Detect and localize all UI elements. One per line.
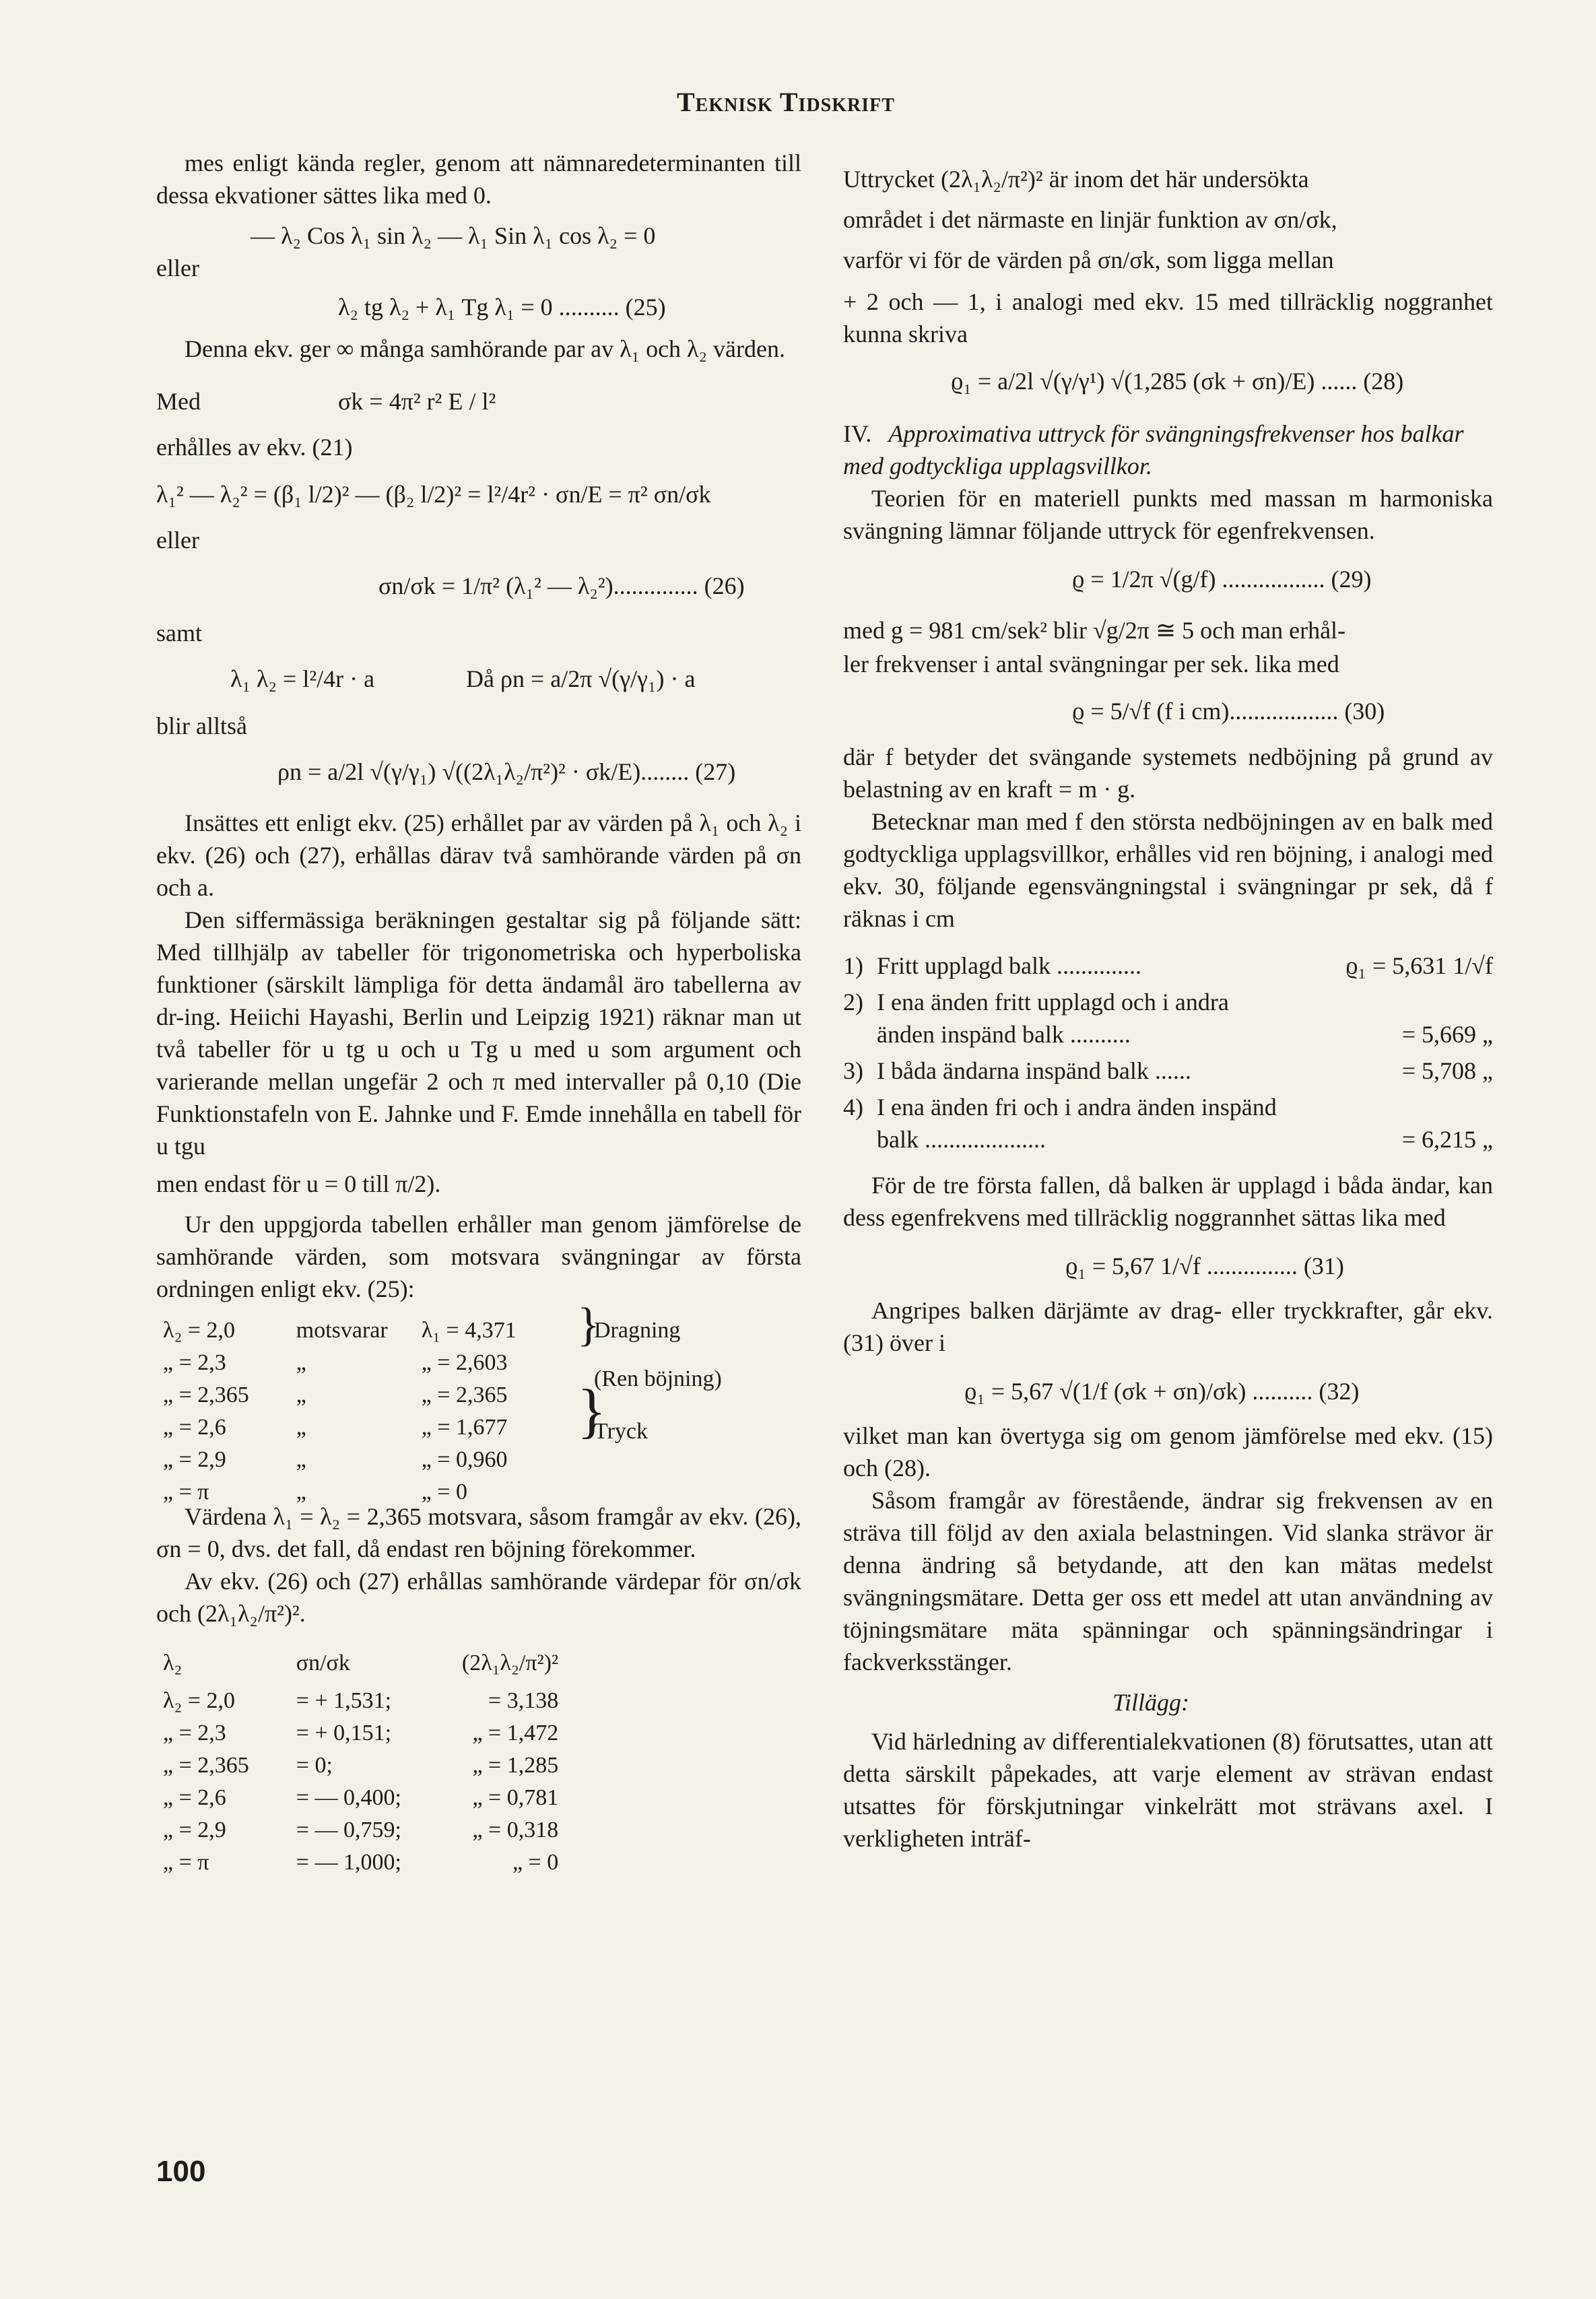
equation-lambda-product [156,649,801,710]
list-number: 2) [843,989,863,1015]
table-cell: „ [296,1350,306,1375]
brace: } [577,1299,600,1351]
paragraph: vilket man kan övertyga sig om genom jämförelse med ekv. (15) och (28). [843,1422,1493,1481]
table-cell: „ = 0 [421,1479,467,1504]
table-row [156,1717,565,1750]
label-dragning: Dragning [594,1318,681,1343]
equation-text: λ₁² — λ₂² = (β₁ l/2)² — (β₂ l/2)² = l²/4r² · σn/E = π² σn/σk [156,481,711,508]
table-cell: „ = 2,6 [163,1415,226,1440]
table-header-cell: λ₂ [163,1651,182,1675]
list-item [843,986,1493,1051]
phrase-blir-alltsa: blir alltså [156,712,247,739]
table-row [156,1814,565,1846]
table-cell: „ = 2,365 [163,1382,249,1407]
subheading-tillagg: Tillägg: [1112,1689,1190,1716]
word-samt: samt [156,620,202,646]
list-item [843,949,1493,982]
table-cell: „ = π [163,1850,209,1875]
equation-26 [156,556,801,617]
section-heading: IV. Approximativa uttryck för svängningsfrekvenser hos balkar med godtyckliga upplagsvillkor. [843,420,1464,479]
table-cell: = — 0,400; [296,1785,401,1810]
table-cell: „ = 1,472 [472,1721,559,1745]
equation-29 [843,547,1493,607]
table-header-row [156,1642,565,1685]
table-cell: „ = 2,6 [163,1785,226,1810]
paragraph: Betecknar man med f den största nedböjningen av en balk med godtyckliga upplagsvillkor, erhålles vid ren böjning, i analogi med ekv. 30, följande egensvängningstal i svängningar pr sek, då f räknas i cm [843,808,1493,932]
paragraph: För de tre första fallen, då balken är upplagd i båda ändar, kan dess egenfrekvens med tillräcklig noggrannhet sättas lika med [843,1172,1493,1231]
word-eller: eller [156,255,199,281]
table-cell: motsvarar [296,1318,388,1343]
equation-text: λ₂ tg λ₂ + λ₁ Tg λ₁ = 0 .......... (25) [338,294,666,321]
table-cell: = + 0,151; [296,1721,392,1745]
table-cell: λ₁ = 4,371 [421,1318,517,1343]
paragraph: Den siffermässiga beräkningen gestaltar sig på följande sätt: Med tillhjälp av tabeller för trigonometriska och hyperboliska funktioner (särskilt lämpliga för detta ändamål äro tabellerna av dr-ing. Heiichi Hayashi, Berlin und Leipzig 1921) räknar man ut två tabeller för u tg u och u Tg u med u som argument och varierande mellan ungefär 2 och π med intervaller på 0,10 (Die Funktionstafeln von E. Jahnke und F. Emde innehålla en tabell för u tgu [156,906,801,1160]
equation-text: λ₁ λ₂ = l²/4r · a [230,665,375,692]
equation-21-result [156,463,801,524]
text-line: ler frekvenser i antal svängningar per sek. lika med [843,651,1339,677]
table-cell: „ [296,1415,306,1440]
table-cell: λ₂ = 2,0 [163,1688,236,1713]
table-cell: = 3,138 [488,1688,559,1713]
text-line: varför vi för de värden på σn/σk, som ligga mellan [843,246,1334,273]
table-cell: „ = 2,365 [421,1382,508,1407]
table-cell: „ = 2,365 [163,1753,249,1778]
list-text: I ena änden fritt upplagd och i andra änden inspänd balk .......... [877,989,1229,1048]
paragraph-continuation: men endast för u = 0 till π/2). [156,1170,441,1197]
list-text: Fritt upplagd balk .............. [877,952,1141,979]
table-cell: „ = 0 [512,1850,559,1875]
equation-30 [843,680,1493,741]
table-cell: „ = 1,285 [472,1753,559,1778]
table-cell: „ = 1,677 [421,1415,508,1440]
table-cell: „ = 2,9 [163,1818,226,1842]
text-line: Uttrycket (2λ₁λ₂/π²)² är inom det här undersökta [843,166,1309,193]
table-row [156,1379,523,1411]
equation-28 [843,350,1493,411]
paragraph: mes enligt kända regler, genom att nämnaredeterminanten till dessa ekvationer sättes lika med 0. [156,149,801,209]
equation-text: — λ₂ Cos λ₁ sin λ₂ — λ₁ Sin λ₁ cos λ₂ = 0 [251,222,656,249]
equation-text: ϱ₁ = a/2l √(γ/γ¹) √(1,285 (σk + σn)/E) ...... (28) [951,368,1404,395]
list-number: 3) [843,1057,863,1084]
equation-text: ϱ = 5/√f (f i cm).................. (30) [1072,698,1385,725]
word-eller: eller [156,527,199,554]
table-header-cell: σn/σk [296,1651,350,1675]
table-cell: = + 1,531; [296,1688,392,1713]
table-cell: „ = π [163,1479,209,1504]
table-row [156,1750,565,1782]
equation [156,220,801,252]
paragraph: Vid härledning av differentialekvationen (8) förutsattes, utan att detta särskilt påpekades, att varje element av strävan endast utsattes för förskjutningar vinkelrätt mot strävans axel. I verkligheten inträf- [843,1728,1493,1852]
equation-text: Då ρn = a/2π √(γ/γ₁) · a [466,665,696,692]
table-row [156,1411,523,1444]
table-cell: = — 1,000; [296,1850,401,1875]
paragraph: Såsom framgår av förestående, ändrar sig frekvensen av en sträva till följd av den axiala belastningen. Vid slanka strävor är denna ändring så betydande, att den kan mätas medelst svängningsmätare. Detta ger oss ett medel att utan användning av töjningsmätare mäta spänningar och spänningsändringar i fackverksstänger. [843,1487,1493,1675]
paragraph: där f betyder det svängande systemets nedböjning på grund av belastning av en kraft = m · g. [843,743,1493,803]
paragraph: Insättes ett enligt ekv. (25) erhållet par av värden på λ₁ och λ₂ i ekv. (26) och (27), erhållas därav två samhörande värden på σn och a. [156,809,801,901]
table-cell: „ = 0,318 [472,1818,559,1842]
list-text: I ena änden fri och i andra änden inspänd balk .................... [877,1094,1277,1153]
brace: } [577,1378,607,1444]
list-value: = 5,669 „ [1401,1021,1493,1048]
table-row [156,1314,523,1347]
table-cell: = 0; [296,1753,333,1778]
equation-25 [156,291,801,323]
table-cell: „ = 2,603 [421,1350,508,1375]
list-number: 1) [843,952,863,979]
equation-text: ϱ = 1/2π √(g/f) ................. (29) [1072,566,1372,593]
list-value: = 5,708 „ [1401,1057,1493,1084]
equation-text: σk = 4π² r² E / l² [338,388,496,415]
page-number: 100 [156,2155,206,2188]
paragraph: Av ekv. (26) och (27) erhållas samhörande värdepar för σn/σk och (2λ₁λ₂/π²)². [156,1568,801,1627]
equation-text: σn/σk = 1/π² (λ₁² — λ₂²).............. (26) [378,572,745,599]
table [156,1314,523,1508]
label-tryck: Tryck [594,1419,648,1444]
text-line: området i det närmaste en linjär funktion av σn/σk, [843,206,1337,233]
table-cell: „ [296,1382,306,1407]
values-table-1 [156,1299,801,1504]
table-cell: „ = 2,3 [163,1721,226,1745]
values-table-2 [156,1642,801,1879]
table-cell: „ = 0,781 [472,1785,559,1810]
table-row [156,1444,523,1476]
paragraph: Ur den uppgjorda tabellen erhåller man genom jämförelse de samhörande värden, som motsvara svängningar av första ordningen enligt ekv. (25): [156,1211,801,1302]
list-item [843,1091,1493,1156]
paragraph: Värdena λ₁ = λ₂ = 2,365 motsvara, såsom framgår av ekv. (26), σn = 0, dvs. det fall, då endast ren böjning förekommer. [156,1503,801,1562]
paragraph: erhålles av ekv. (21) [156,434,353,461]
equation-32 [843,1359,1493,1420]
equation-text: ρn = a/2l √(γ/γ₁) √((2λ₁λ₂/π²)² · σk/E)........ (27) [277,758,736,785]
table-row [156,1476,523,1508]
journal-header: Teknisk Tidskrift [677,87,895,117]
table-cell: „ = 2,9 [163,1447,226,1472]
right-column [843,147,1493,1855]
table-cell: „ = 0,960 [421,1447,508,1472]
equation-31 [843,1234,1493,1294]
list-value: ϱ₁ = 5,631 1/√f [1345,952,1493,979]
text-line: med g = 981 cm/sek² blir √g/2π ≅ 5 och man erhål- [843,617,1346,644]
paragraph: Teorien för en materiell punkts med massan m harmoniska svängning lämnar följande uttryck för egenfrekvensen. [843,485,1493,544]
table-row [156,1782,565,1814]
list-text: I båda ändarna inspänd balk ...... [877,1057,1191,1084]
equation-text: ϱ₁ = 5,67 √(1/f (σk + σn)/σk) .......... (32) [964,1378,1360,1405]
table-cell: „ [296,1479,306,1504]
equation-text: ϱ₁ = 5,67 1/√f ............... (31) [1065,1253,1344,1279]
list-value: = 6,215 „ [1401,1126,1493,1153]
table-cell: λ₂ = 2,0 [163,1318,236,1343]
table-cell: „ [296,1447,306,1472]
table-cell: = — 0,759; [296,1818,401,1842]
table-row [156,1347,523,1379]
support-condition-list [843,949,1493,1156]
equation-27 [156,742,801,803]
table [156,1642,565,1879]
table-row [156,1846,565,1879]
left-column [156,147,801,1879]
list-item [843,1055,1493,1087]
equation-sigma-k: Med σk = 4π² r² E / l² [156,370,801,431]
label-ren-bojning: (Ren böjning) [594,1366,722,1391]
list-number: 4) [843,1094,863,1121]
paragraph: Angripes balken därjämte av drag- eller tryckkrafter, går ekv. (31) över i [843,1297,1493,1356]
paragraph: + 2 och — 1, i analogi med ekv. 15 med tillräcklig noggranhet kunna skriva [843,288,1493,347]
table-header-cell: (2λ₁λ₂/π²)² [461,1651,559,1675]
paragraph: Denna ekv. ger ∞ många samhörande par av λ₁ och λ₂ värden. [185,335,786,362]
table-cell: „ = 2,3 [163,1350,226,1375]
table-row [156,1685,565,1717]
